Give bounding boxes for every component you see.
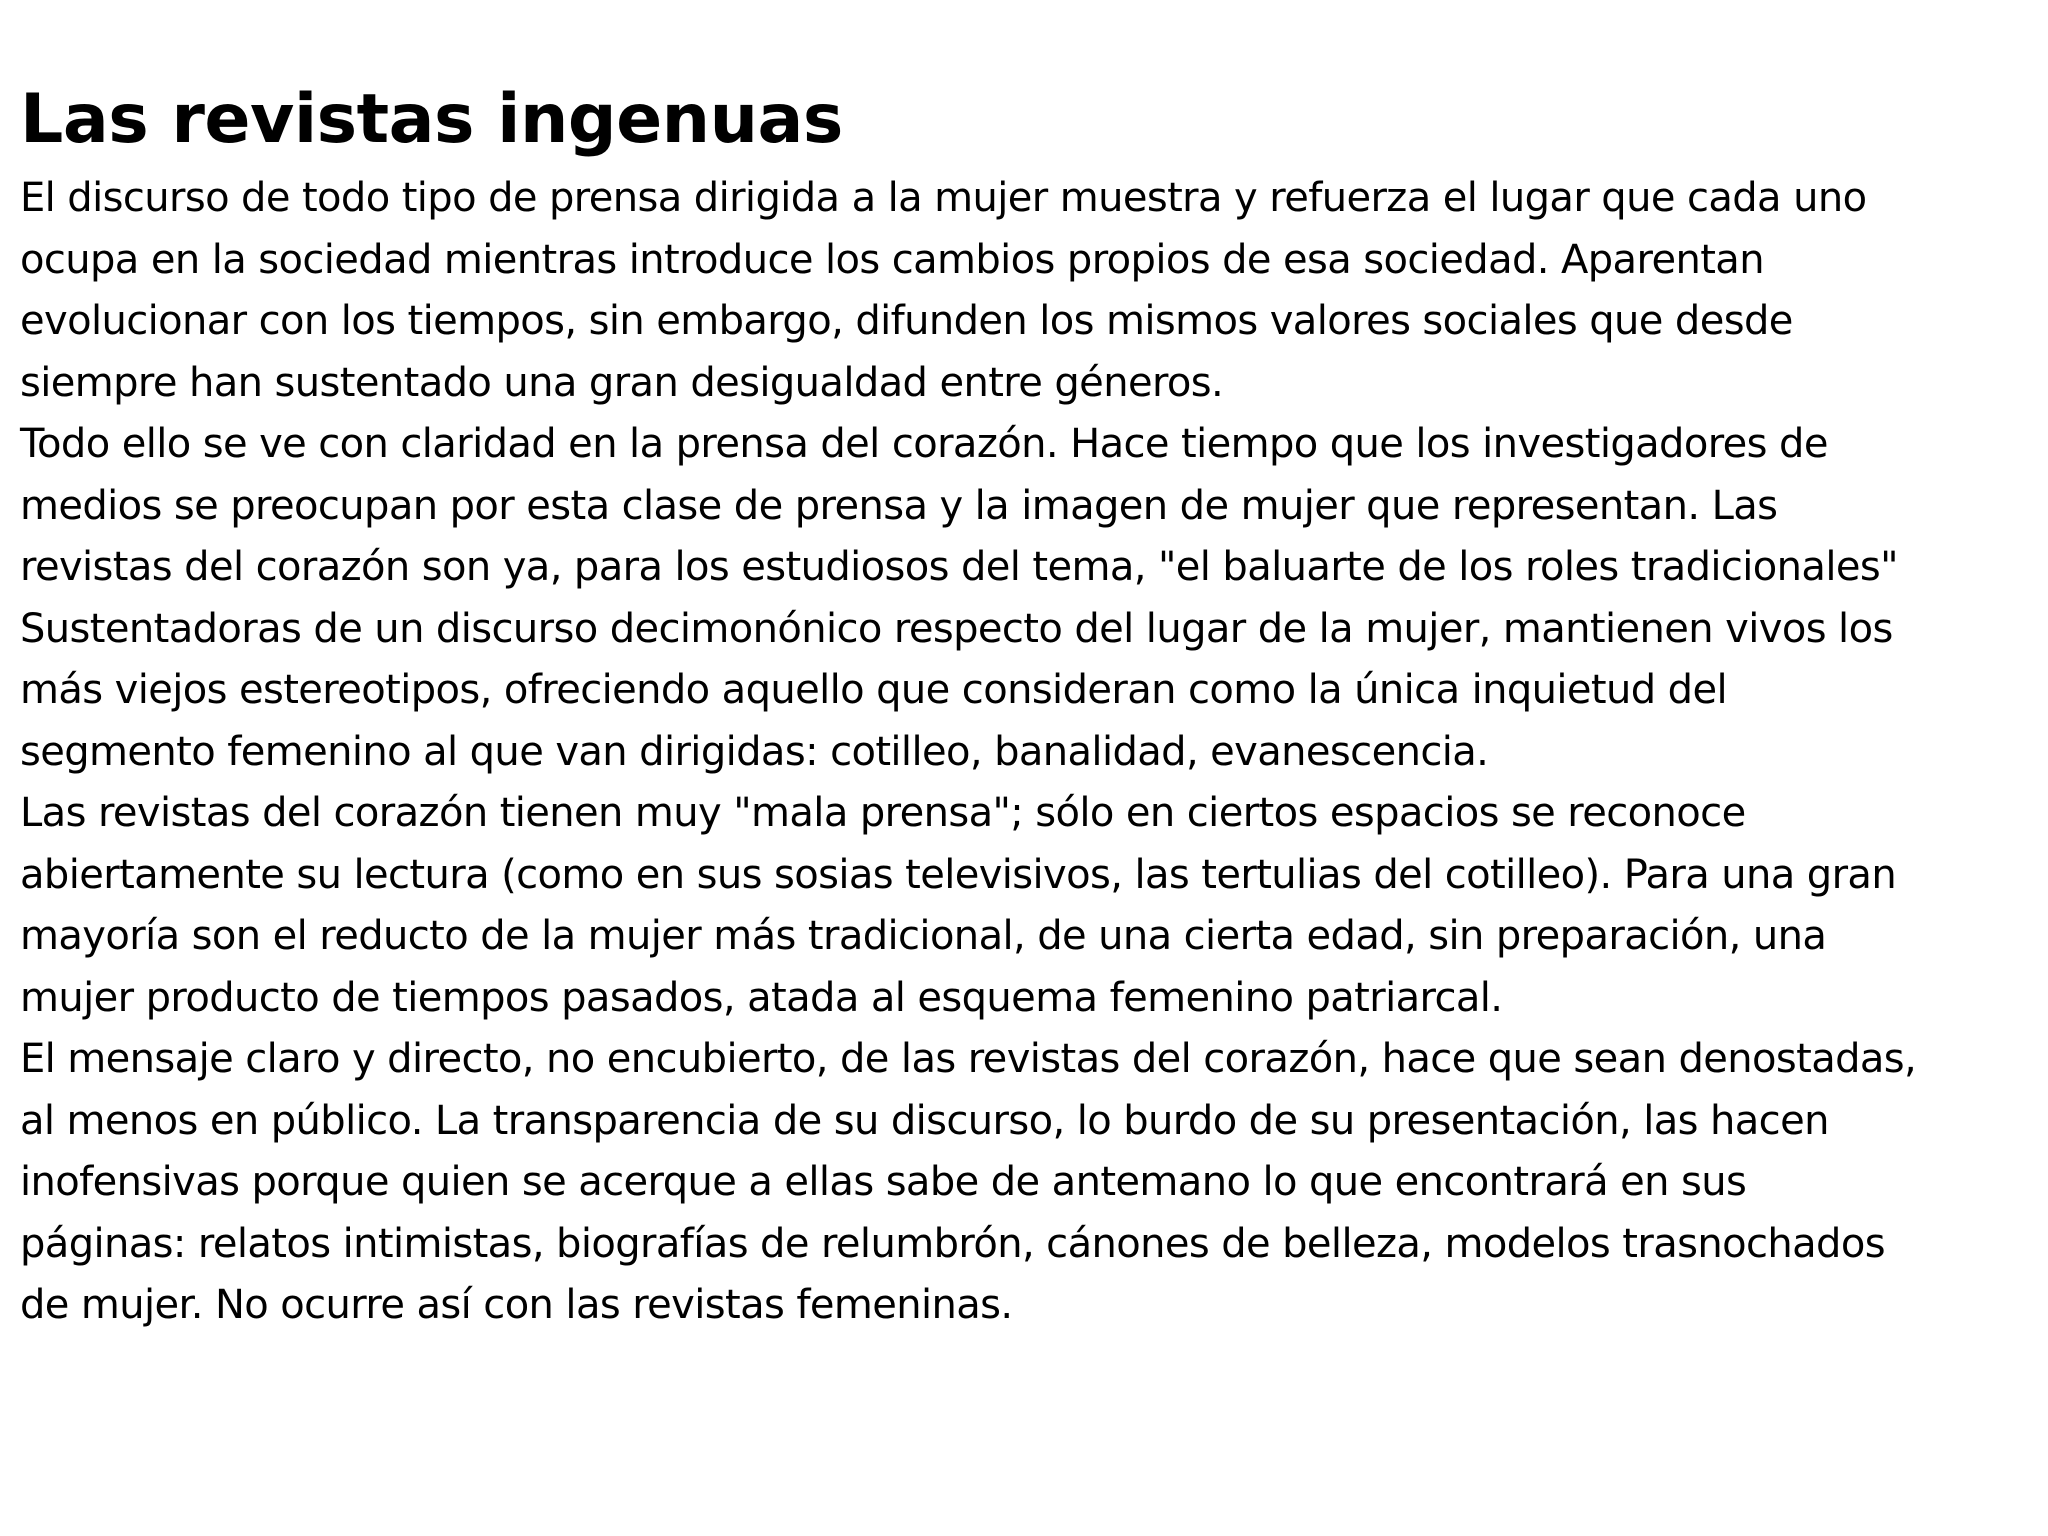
body-line: mujer producto de tiempos pasados, atada al esquema femenino patriarcal.	[20, 974, 1503, 1021]
body-line: de mujer. No ocurre así con las revistas femeninas.	[20, 1282, 1013, 1328]
slide-content	[20, 72, 2030, 1337]
body-line: revistas del corazón son ya, para los estudiosos del tema, "el baluarte de los roles tradicionales"	[20, 544, 1898, 590]
slide-body	[20, 168, 2030, 1337]
body-line: Las revistas del corazón tienen muy "mala prensa"; sólo en ciertos espacios se reconoce	[20, 790, 1746, 836]
body-line: Todo ello se ve con claridad en la prensa del corazón. Hace tiempo que los investigadores de	[20, 421, 1828, 467]
body-line: abiertamente su lectura (como en sus sosias televisivos, las tertulias del cotilleo). Para una gran	[20, 851, 1897, 898]
body-line: El discurso de todo tipo de prensa dirigida a la mujer muestra y refuerza el lugar que cada uno	[20, 175, 1867, 221]
body-line: evolucionar con los tiempos, sin embargo, difunden los mismos valores sociales que desde	[20, 298, 1793, 344]
body-line: al menos en público. La transparencia de su discurso, lo burdo de su presentación, las hacen	[20, 1097, 1829, 1144]
body-line: segmento femenino al que van dirigidas: cotilleo, banalidad, evanescencia.	[20, 728, 1489, 775]
body-line: medios se preocupan por esta clase de prensa y la imagen de mujer que representan. Las	[20, 482, 1778, 529]
body-line: inofensivas porque quien se acerque a ellas sabe de antemano lo que encontrará en sus	[20, 1159, 1747, 1205]
body-line: siempre han sustentado una gran desigualdad entre géneros.	[20, 359, 1224, 406]
body-line: ocupa en la sociedad mientras introduce los cambios propios de esa sociedad. Aparentan	[20, 236, 1764, 283]
body-line: Sustentadoras de un discurso decimonónico respecto del lugar de la mujer, mantienen vivos los	[20, 605, 1893, 652]
body-line: páginas: relatos intimistas, biografías de relumbrón, cánones de belleza, modelos trasnochados	[20, 1220, 1885, 1267]
slide-title: Las revistas ingenuas	[20, 80, 843, 159]
body-line: más viejos estereotipos, ofreciendo aquello que consideran como la única inquietud del	[20, 667, 1727, 713]
body-line: El mensaje claro y directo, no encubierto, de las revistas del corazón, hace que sean denostadas,	[20, 1036, 1917, 1082]
body-line: mayoría son el reducto de la mujer más tradicional, de una cierta edad, sin preparación, una	[20, 913, 1827, 959]
